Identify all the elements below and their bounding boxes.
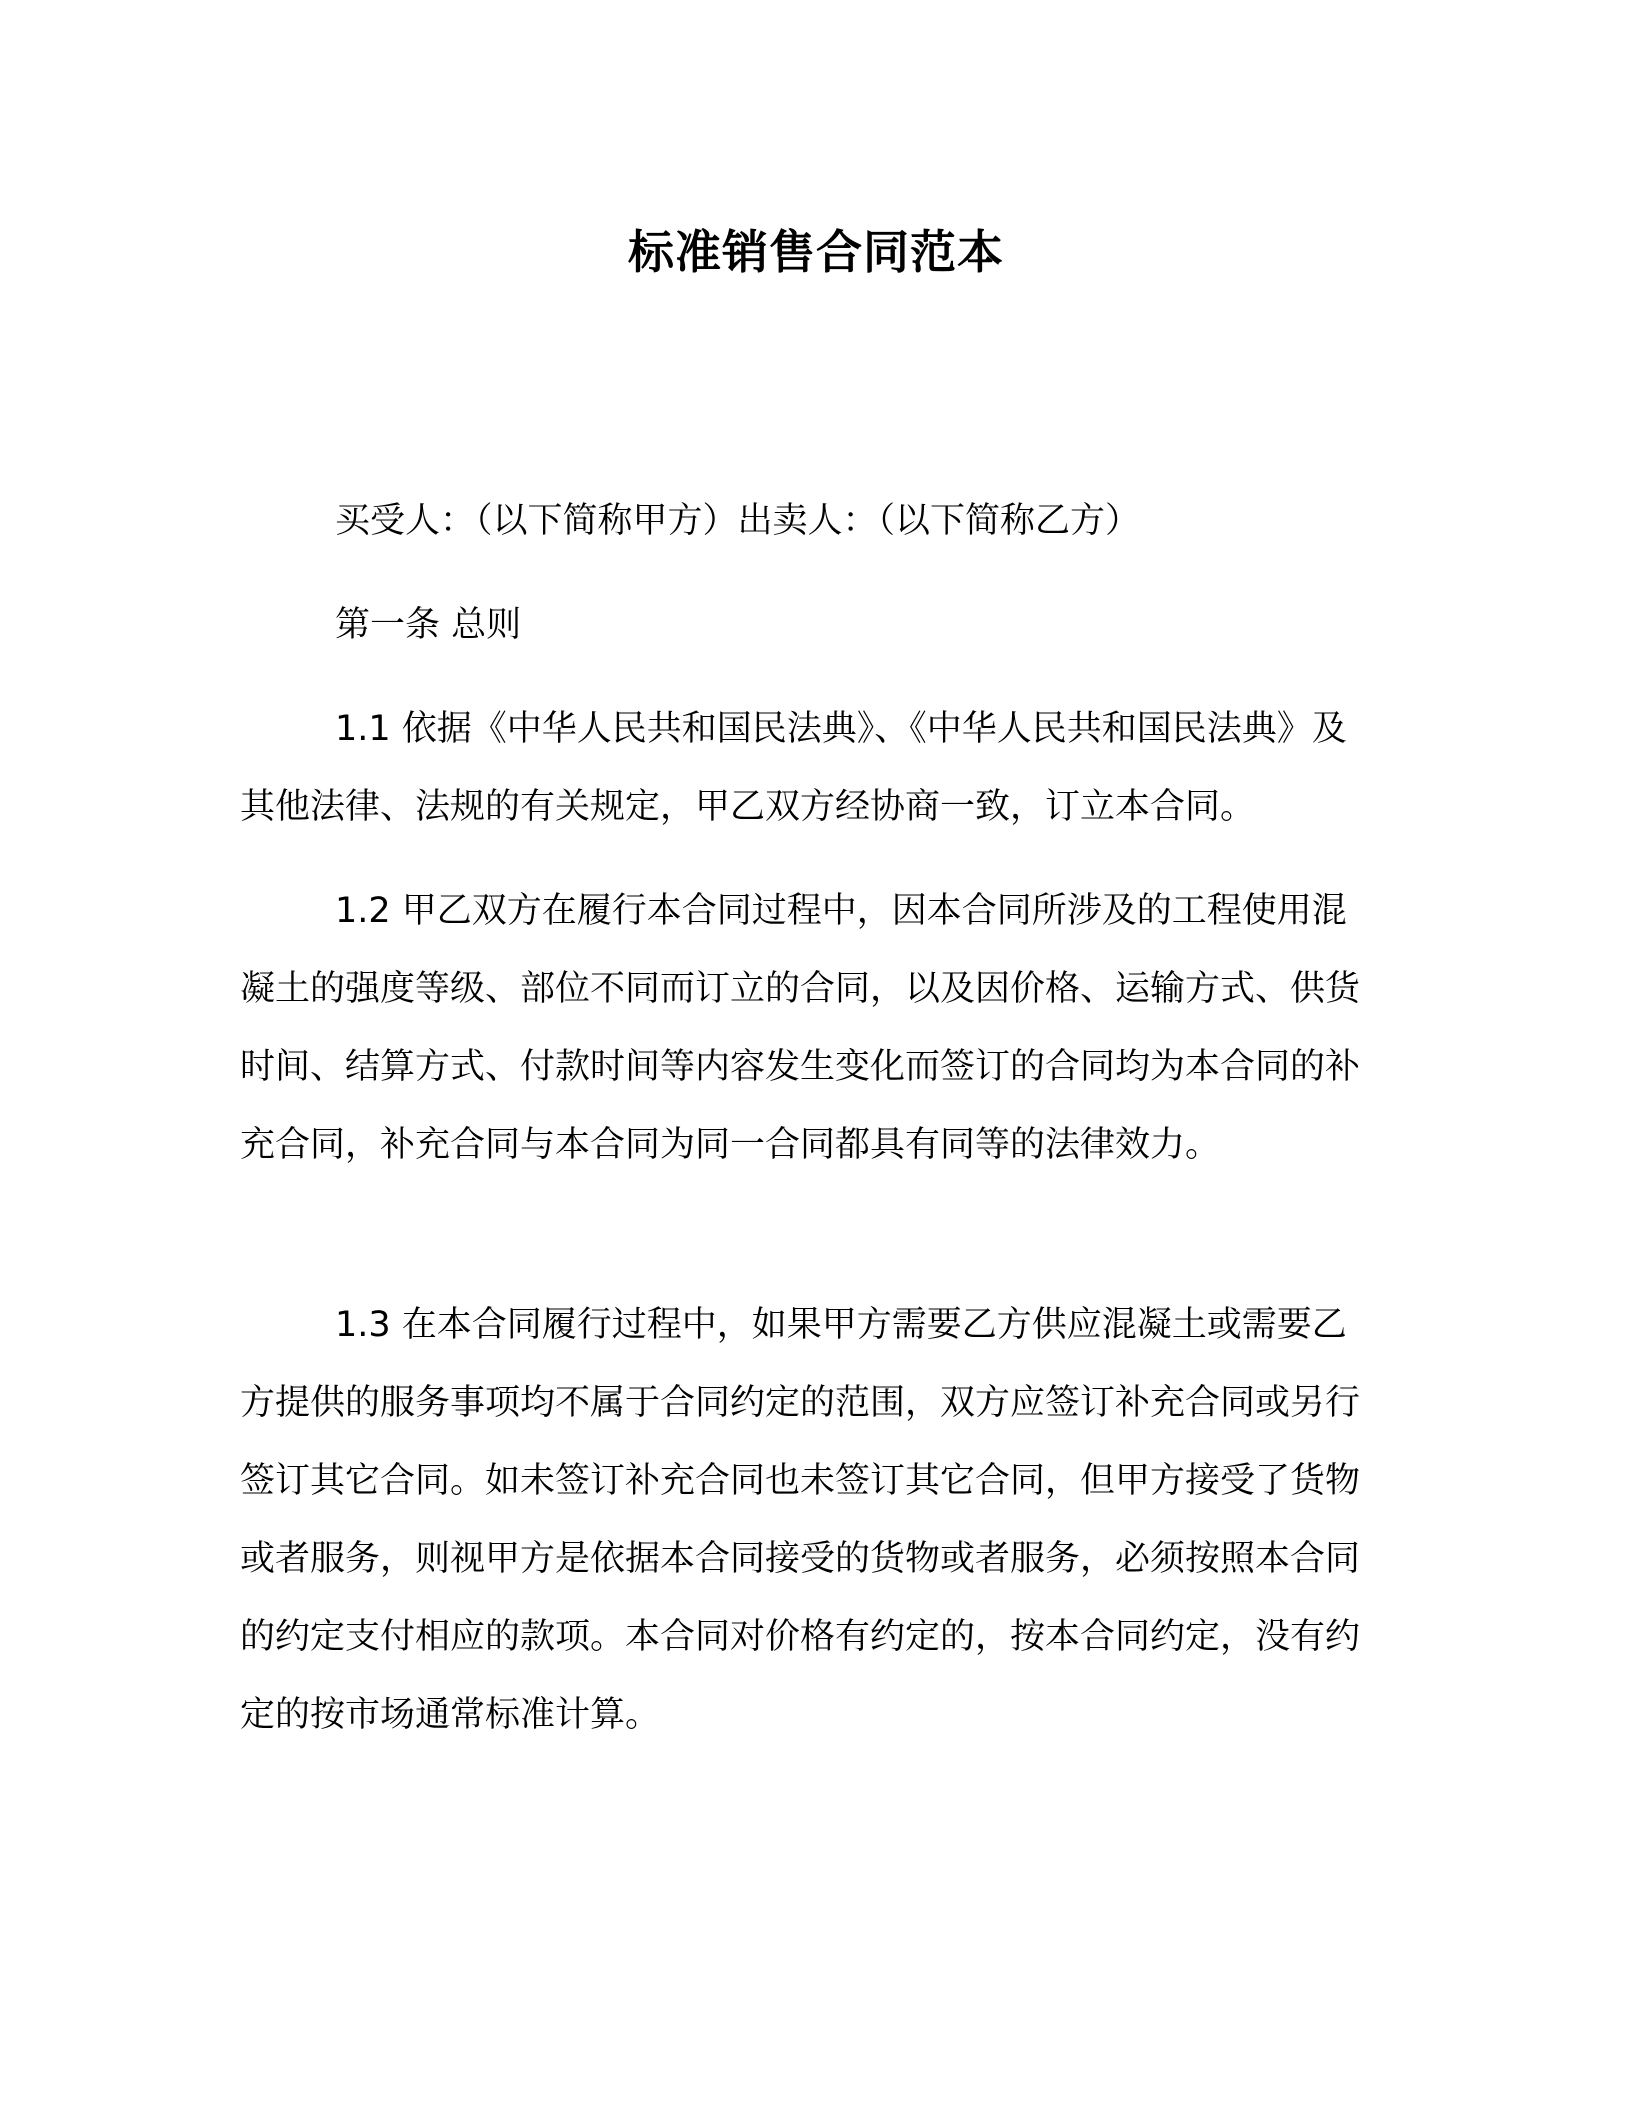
clause-paragraph: 1.3 在本合同履行过程中，如果甲方需要乙方供应混凝土或需要乙方提供的服务事项均不属于合同约定的范围，双方应签订补充合同或另行签订其它合同。如未签订补充合同也未签订其它合同，但甲方接受了货物或者服务，则视甲方是依据本合同接受的货物或者服务，必须按照本合同的约定支付相应的款项。本合同对价格有约定的，按本合同约定，没有约定的按市场通常标准计算。 xyxy=(240,1305,1361,1735)
article-heading: 第一条 总则 xyxy=(335,605,522,645)
document-title: 标准销售合同范本 xyxy=(628,225,1004,279)
clause-paragraph: 1.1 依据《中华人民共和国民法典》、《中华人民共和国民法典》及其他法律、法规的有关规定，甲乙双方经协商一致，订立本合同。 xyxy=(240,709,1347,827)
clause-paragraph: 1.2 甲乙双方在履行本合同过程中，因本合同所涉及的工程使用混凝土的强度等级、部位不同而订立的合同，以及因价格、运输方式、供货时间、结算方式、付款时间等内容发生变化而签订的合同均为本合同的补充合同，补充合同与本合同为同一合同都具有同等的法律效力。 xyxy=(240,891,1361,1165)
parties-line: 买受人：（以下简称甲方）出卖人：（以下简称乙方） xyxy=(335,501,1141,541)
